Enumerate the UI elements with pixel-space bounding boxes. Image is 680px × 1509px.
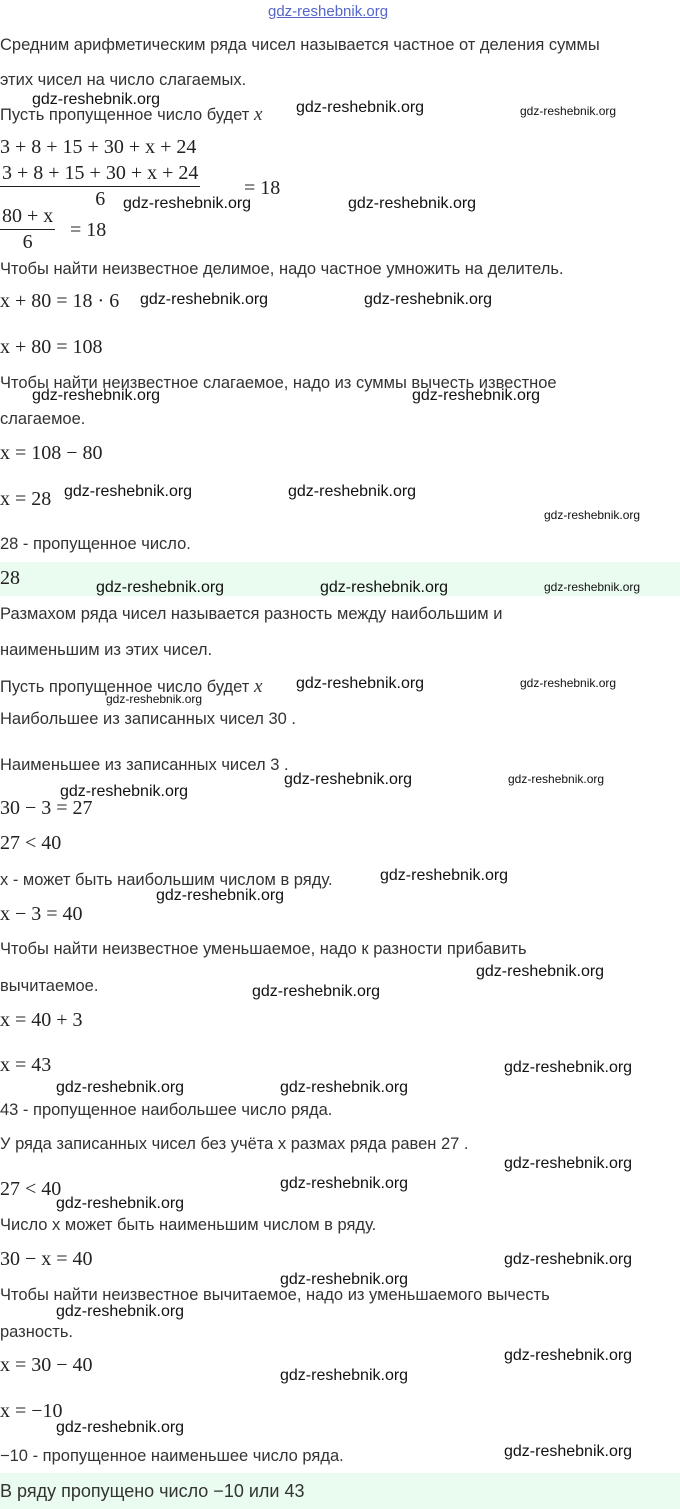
- text-line: слагаемое.: [0, 410, 86, 428]
- answer-1: 28: [0, 567, 20, 589]
- text-line: Пусть пропущенное число будет x: [0, 676, 263, 697]
- watermark-text: gdz-reshebnik.org: [252, 983, 381, 1000]
- equation: 27 < 40: [0, 832, 62, 854]
- watermark-text: gdz-reshebnik.org: [544, 580, 641, 594]
- watermark-text: gdz-reshebnik.org: [60, 783, 189, 800]
- equation: x = 30 − 40: [0, 1354, 93, 1376]
- watermark-text: gdz-reshebnik.org: [284, 771, 413, 788]
- answer-2: В ряду пропущено число −10 или 43: [0, 1481, 305, 1501]
- watermark-text: gdz-reshebnik.org: [504, 1443, 633, 1460]
- text-line: 28 - пропущенное число.: [0, 535, 191, 553]
- watermark-text: gdz-reshebnik.org: [64, 483, 193, 500]
- equation: x = 40 + 3: [0, 1009, 83, 1031]
- text-line: Наибольшее из записанных чисел 30 .: [0, 710, 297, 728]
- site-header-link[interactable]: gdz-reshebnik.org: [268, 3, 389, 20]
- text-line: Пусть пропущенное число будет x: [0, 104, 263, 125]
- equation-rhs: = 18: [244, 177, 281, 199]
- text-line: 43 - пропущенное наибольшее число ряда.: [0, 1101, 333, 1119]
- watermark-text: gdz-reshebnik.org: [296, 675, 425, 692]
- watermark-text: gdz-reshebnik.org: [412, 387, 541, 404]
- text-line: этих чисел на число слагаемых.: [0, 71, 247, 89]
- watermark-text: gdz-reshebnik.org: [520, 676, 617, 690]
- watermark-text: gdz-reshebnik.org: [348, 195, 477, 212]
- watermark-text: gdz-reshebnik.org: [106, 692, 203, 706]
- watermark-text: gdz-reshebnik.org: [520, 104, 617, 118]
- text-line: У ряда записанных чисел без учёта x размах ряда равен 27 .: [0, 1135, 469, 1153]
- text-line: Чтобы найти неизвестное вычитаемое, надо из уменьшаемого вычесть: [0, 1286, 550, 1304]
- equation: 30 − x = 40: [0, 1248, 93, 1270]
- equation: x = 28: [0, 488, 52, 510]
- watermark-text: gdz-reshebnik.org: [504, 1251, 633, 1268]
- equation-rhs: = 18: [70, 219, 107, 241]
- watermark-text: gdz-reshebnik.org: [156, 887, 285, 904]
- watermark-text: gdz-reshebnik.org: [280, 1079, 409, 1096]
- text-line: разность.: [0, 1323, 74, 1341]
- watermark-text: gdz-reshebnik.org: [288, 483, 417, 500]
- watermark-text: gdz-reshebnik.org: [140, 291, 269, 308]
- watermark-text: gdz-reshebnik.org: [56, 1419, 185, 1436]
- watermark-text: gdz-reshebnik.org: [364, 291, 493, 308]
- text-line: Размахом ряда чисел называется разность между наибольшим и: [0, 605, 503, 623]
- watermark-text: gdz-reshebnik.org: [280, 1271, 409, 1288]
- watermark-text: gdz-reshebnik.org: [96, 579, 225, 596]
- equation: 30 − 3 = 27: [0, 797, 93, 819]
- watermark-text: gdz-reshebnik.org: [476, 963, 605, 980]
- watermark-text: gdz-reshebnik.org: [508, 772, 605, 786]
- text-line: Чтобы найти неизвестное слагаемое, надо из суммы вычесть известное: [0, 374, 557, 392]
- watermark-text: gdz-reshebnik.org: [320, 579, 449, 596]
- watermark-text: gdz-reshebnik.org: [504, 1347, 633, 1364]
- fraction-1: 3 + 8 + 15 + 30 + x + 24 6: [2, 162, 199, 210]
- watermark-text: gdz-reshebnik.org: [280, 1175, 409, 1192]
- text-line: вычитаемое.: [0, 977, 99, 995]
- equation: x = 43: [0, 1054, 52, 1076]
- watermark-text: gdz-reshebnik.org: [504, 1059, 633, 1076]
- text-line: Чтобы найти неизвестное делимое, надо частное умножить на делитель.: [0, 260, 564, 278]
- equation: x + 80 = 108: [0, 336, 103, 358]
- watermark-text: gdz-reshebnik.org: [32, 387, 161, 404]
- watermark-text: gdz-reshebnik.org: [380, 867, 509, 884]
- equation: 27 < 40: [0, 1178, 62, 1200]
- text-line: x - может быть наибольшим числом в ряду.: [0, 871, 333, 889]
- watermark-text: gdz-reshebnik.org: [504, 1155, 633, 1172]
- fraction-2: 80 + x 6: [2, 205, 54, 253]
- text-line: Число x может быть наименьшим числом в ряду.: [0, 1216, 377, 1234]
- equation: x = 108 − 80: [0, 442, 103, 464]
- equation: x + 80 = 18 · 6: [0, 290, 120, 312]
- watermark-text: gdz-reshebnik.org: [123, 195, 252, 212]
- text-line: Средним арифметическим ряда чисел называется частное от деления суммы: [0, 36, 600, 54]
- watermark-text: gdz-reshebnik.org: [56, 1195, 185, 1212]
- watermark-text: gdz-reshebnik.org: [56, 1079, 185, 1096]
- watermark-text: gdz-reshebnik.org: [544, 508, 641, 522]
- text-line: Чтобы найти неизвестное уменьшаемое, надо к разности прибавить: [0, 940, 527, 958]
- equation: x = −10: [0, 1400, 63, 1422]
- watermark-text: gdz-reshebnik.org: [280, 1367, 409, 1384]
- equation: 3 + 8 + 15 + 30 + x + 24: [0, 136, 197, 158]
- text-line: Наименьшее из записанных чисел 3 .: [0, 756, 289, 774]
- equation: x − 3 = 40: [0, 903, 83, 925]
- text-line: −10 - пропущенное наименьшее число ряда.: [0, 1447, 344, 1465]
- watermark-text: gdz-reshebnik.org: [296, 99, 425, 116]
- watermark-text: gdz-reshebnik.org: [56, 1303, 185, 1320]
- text-line: наименьшим из этих чисел.: [0, 641, 213, 659]
- watermark-text: gdz-reshebnik.org: [32, 91, 161, 108]
